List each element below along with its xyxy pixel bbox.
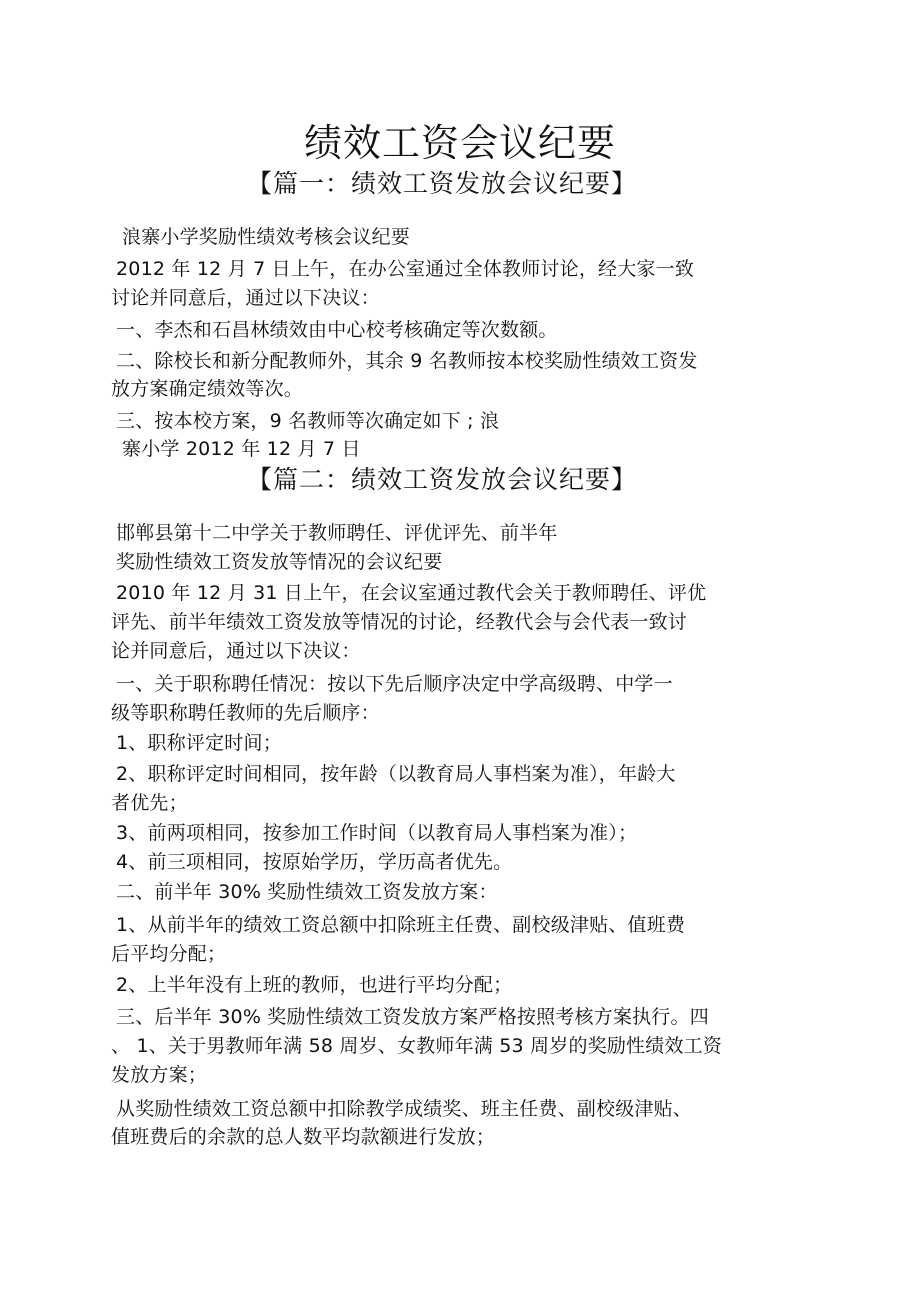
paragraph-line: 2、上半年没有上班的教师，也进行平均分配； [116, 974, 513, 996]
paragraph-line: 寨小学 2012 年 12 月 7 日 [122, 438, 361, 460]
paragraph-line: 奖励性绩效工资发放等情况的会议纪要 [116, 551, 443, 573]
paragraph-line: 邯郸县第十二中学关于教师聘任、评优评先、前半年 [116, 522, 558, 544]
document-title: 绩效工资会议纪要 [303, 121, 616, 165]
paragraph-line: 一、关于职称聘任情况：按以下先后顺序决定中学高级聘、中学一 [116, 673, 673, 695]
paragraph-line: 二、前半年 30% 奖励性绩效工资发放方案： [116, 881, 498, 903]
paragraph-line: 2012 年 12 月 7 日上午，在办公室通过全体教师讨论，经大家一致 [116, 258, 695, 280]
paragraph-line: 论并同意后，通过以下决议： [111, 640, 361, 662]
paragraph-line: 二、除校长和新分配教师外，其余 9 名教师按本校奖励性绩效工资发 [116, 350, 698, 372]
paragraph-line: 级等职称聘任教师的先后顺序： [111, 702, 380, 724]
paragraph-line: 1、从前半年的绩效工资总额中扣除班主任费、副校级津贴、值班费 [116, 914, 686, 936]
paragraph-line: 、 1、关于男教师年满 58 周岁、女教师年满 53 周岁的奖励性绩效工资 [111, 1035, 723, 1057]
paragraph-line: 者优先； [111, 792, 188, 814]
paragraph-line: 评先、前半年绩效工资发放等情况的讨论，经教代会与会代表一致讨 [111, 611, 688, 633]
paragraph-line: 值班费后的余款的总人数平均款额进行发放； [111, 1126, 496, 1148]
paragraph-line: 后平均分配； [111, 943, 227, 965]
paragraph-line: 2、职称评定时间相同，按年龄（以教育局人事档案为准），年龄大 [116, 763, 676, 785]
paragraph-line: 讨论并同意后，通过以下决议： [111, 287, 380, 309]
paragraph-line: 2010 年 12 月 31 日上午，在会议室通过教代会关于教师聘任、评优 [116, 582, 707, 604]
paragraph-line: 一、李杰和石昌林绩效由中心校考核确定等次数额。 [116, 319, 558, 341]
paragraph-line: 放方案确定绩效等次。 [111, 378, 304, 400]
paragraph-line: 1、职称评定时间； [116, 732, 282, 754]
paragraph-line: 4、前三项相同，按原始学历，学历高者优先。 [116, 851, 513, 873]
paragraph-line: 三、按本校方案，9 名教师等次确定如下 ; 浪 [116, 410, 500, 432]
paragraph-line: 三、后半年 30% 奖励性绩效工资发放方案严格按照考核方案执行。四 [116, 1006, 709, 1028]
paragraph-line: 发放方案； [111, 1064, 208, 1086]
paragraph-line: 浪寨小学奖励性绩效考核会议纪要 [122, 226, 411, 248]
paragraph-line: 3、前两项相同，按参加工作时间（以教育局人事档案为准）； [116, 822, 638, 844]
paragraph-line: 从奖励性绩效工资总额中扣除教学成绩奖、班主任费、副校级津贴、 [116, 1098, 693, 1120]
section1-heading: 【篇一：绩效工资发放会议纪要】 [246, 169, 637, 198]
section2-heading: 【篇二：绩效工资发放会议纪要】 [246, 465, 637, 494]
